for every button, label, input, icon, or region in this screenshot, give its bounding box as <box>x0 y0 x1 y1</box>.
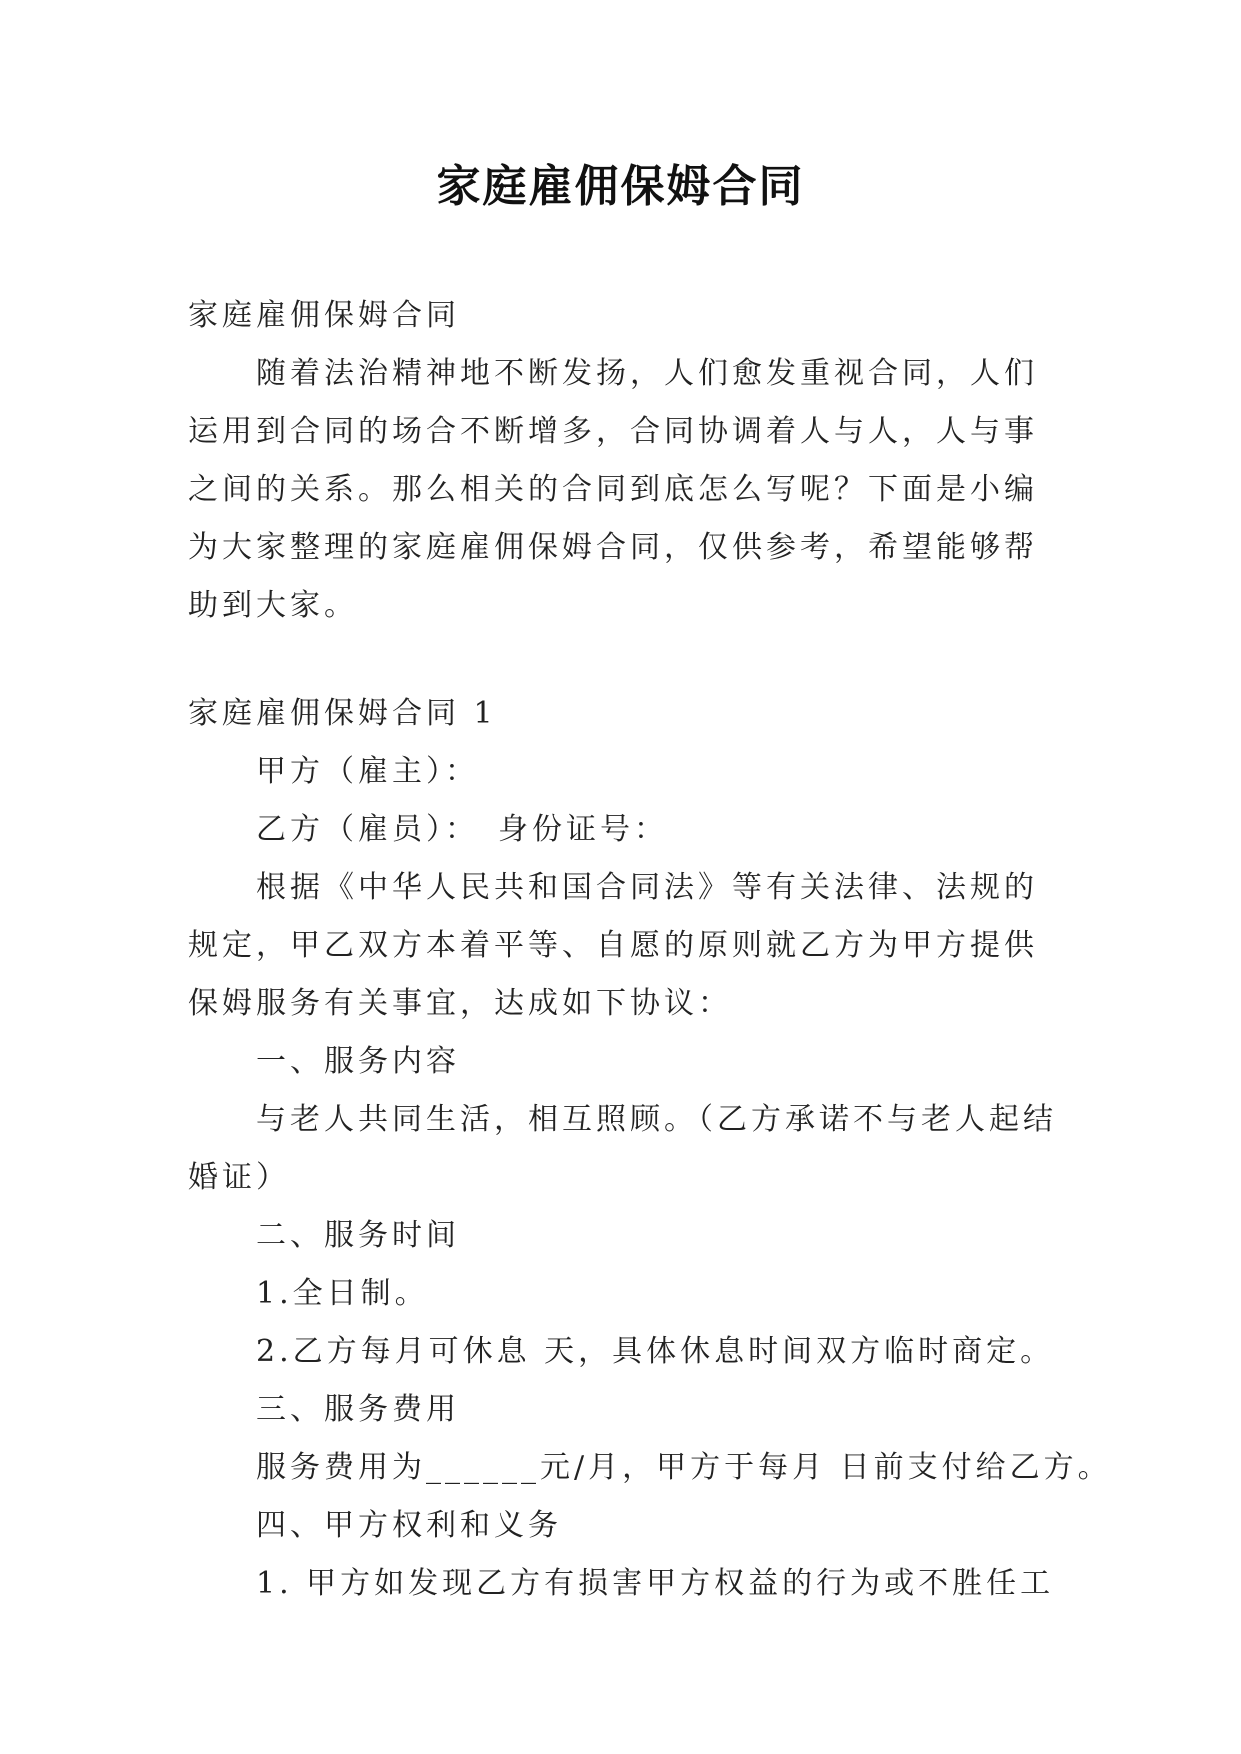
intro-paragraph: 随着法治精神地不断发扬，人们愈发重视合同，人们运用到合同的场合不断增多，合同协调着人与人，人与事之间的关系。那么相关的合同到底怎么写呢？下面是小编为大家整理的家庭雇佣保姆合同，仅供参考，希望能够帮助到大家。 <box>188 356 1038 623</box>
section-heading-service-content: 一、服务内容 <box>256 1044 460 1079</box>
section-heading-intro: 家庭雇佣保姆合同 <box>188 298 460 333</box>
section-heading-service-time: 二、服务时间 <box>256 1218 460 1253</box>
party-a-rights-item-1: 1. 甲方如发现乙方有损害甲方权益的行为或不胜任工 <box>256 1566 1055 1601</box>
legal-basis-paragraph: 根据《中华人民共和国合同法》等有关法律、法规的规定，甲乙双方本着平等、自愿的原则就乙方为甲方提供保姆服务有关事宜，达成如下协议： <box>188 870 1038 1021</box>
section-heading-party-a-rights: 四、甲方权利和义务 <box>256 1508 562 1543</box>
party-b-line: 乙方（雇员）： 身份证号： <box>256 812 668 847</box>
party-a-line: 甲方（雇主）： <box>256 754 479 789</box>
section-heading-service-fee: 三、服务费用 <box>256 1392 460 1427</box>
service-content-paragraph: 与老人共同生活，相互照顾。（乙方承诺不与老人起结婚证） <box>188 1102 1057 1195</box>
service-time-item-1: 1.全日制。 <box>256 1276 429 1311</box>
contract-heading: 家庭雇佣保姆合同 1 <box>188 696 497 731</box>
document-body <box>188 287 1112 1613</box>
service-fee-paragraph: 服务费用为______元/月，甲方于每月 日前支付给乙方。 <box>256 1450 1112 1485</box>
document-title: 家庭雇佣保姆合同 <box>436 161 805 212</box>
service-time-item-2: 2.乙方每月可休息 天，具体休息时间双方临时商定。 <box>256 1334 1055 1369</box>
